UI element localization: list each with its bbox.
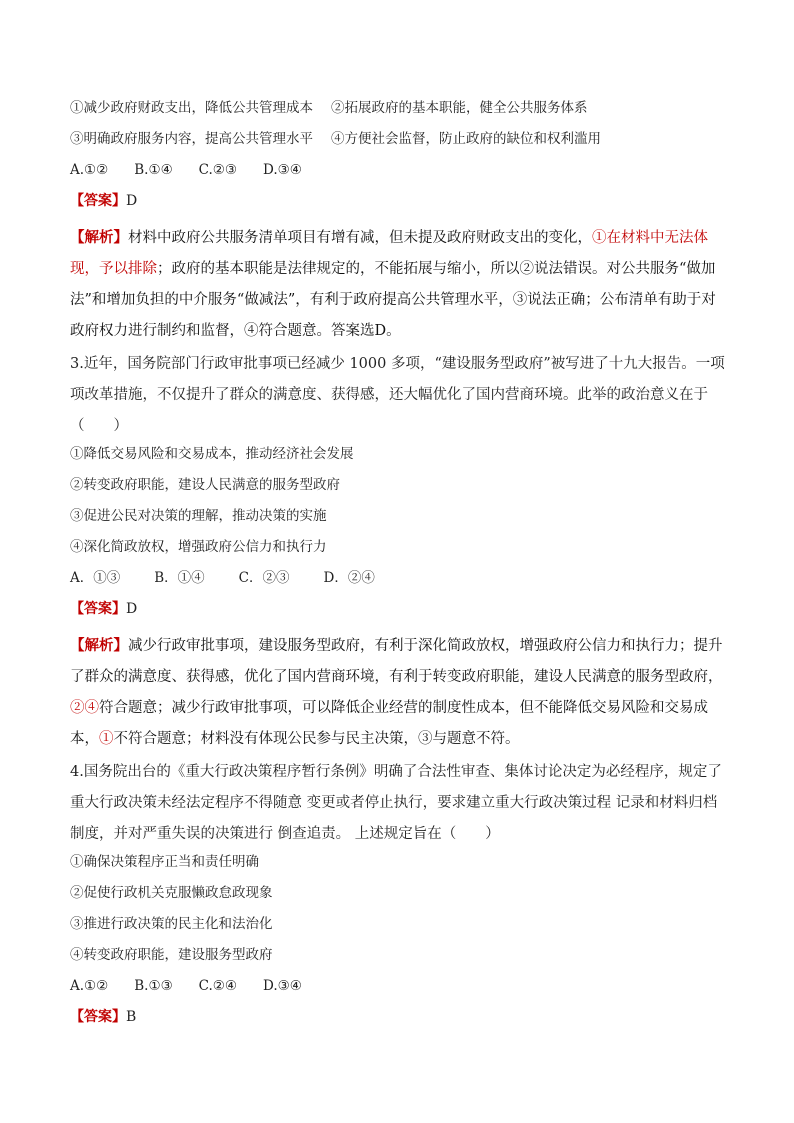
- q2-choice-c: C.②③: [198, 162, 238, 178]
- q3-analysis-tag: 【解析】: [70, 637, 128, 654]
- q3-option-1: ①降低交易风险和交易成本，推动经济社会发展: [70, 446, 354, 462]
- q2-analysis-text: [70, 230, 716, 339]
- q2-options-row-2: [70, 129, 730, 149]
- q4-choice-d: D.③④: [263, 978, 302, 994]
- analysis-segment: ①在材料中无法体现，予以排除: [70, 230, 708, 277]
- q4-choice-a: A.①②: [70, 978, 109, 994]
- q4-choices: [70, 976, 730, 996]
- analysis-segment: 符合题意；减少行政审批事项，可以降低企业经营的制度性成本，但不能降低交易风险和交易成本，: [70, 700, 708, 747]
- q2-option-3: ③明确政府服务内容，提高公共管理水平: [70, 131, 313, 147]
- q2-choice-d: D.③④: [263, 162, 302, 178]
- analysis-segment: 减少行政审批事项，建设服务型政府，有利于深化简政放权，增强政府公信力和执行力；提升了群众的满意度、获得感，优化了国内营商环境，有利于转变政府职能，建设人民满意的服务型政府，: [70, 638, 723, 685]
- q4-choice-b: B.①③: [134, 978, 173, 994]
- q3-choice-d: D．②④: [323, 570, 375, 586]
- q2-choices: [70, 160, 730, 180]
- q2-choice-a: A.①②: [70, 162, 109, 178]
- document-page: [70, 98, 730, 1038]
- q2-choice-b: B.①④: [134, 162, 173, 178]
- q4-option-1: ①确保决策程序正当和责任明确: [70, 854, 259, 870]
- q4-option-2: ②促使行政机关克服懒政怠政现象: [70, 885, 273, 901]
- q3-option-2: ②转变政府职能，建设人民满意的服务型政府: [70, 477, 340, 493]
- analysis-segment: 材料中政府公共服务清单项目有增有减，但未提及政府财政支出的变化，: [128, 230, 592, 246]
- q3-answer-value: D: [126, 601, 138, 617]
- analysis-segment: 不符合题意；材料没有体现公民参与民主决策，③与题意不符。: [113, 731, 520, 747]
- q3-answer-tag: 【答案】: [70, 601, 126, 617]
- q4-answer: [70, 1007, 730, 1027]
- q2-option-4: ④方便社会监督，防止政府的缺位和权利滥用: [331, 131, 601, 147]
- q4-option-3: ③推进行政决策的民主化和法治化: [70, 916, 273, 932]
- analysis-segment: ；政府的基本职能是法律规定的，不能拓展与缩小，所以②说法错误。对公共服务“做加法”和增加负担的中介服务“做减法”，有利于政府提高公共管理水平，③说法正确；公布清单有助于对政府权力进行制约和监督，④符合题意。答案选D。: [70, 261, 716, 339]
- q2-answer-tag: 【答案】: [70, 193, 126, 209]
- q4-answer-tag: 【答案】: [70, 1009, 126, 1025]
- q4-choice-c: C.②④: [198, 978, 238, 994]
- q4-option-4: ④转变政府职能，建设服务型政府: [70, 947, 273, 963]
- q3-choice-c: C．②③: [238, 570, 290, 586]
- q2-analysis: [70, 222, 730, 347]
- q4-answer-value: B: [126, 1009, 137, 1025]
- q4-stem: 4.国务院出台的《重大行政决策程序暂行条例》明确了合法性审查、集体讨论决定为必经程序，规定了重大行政决策未经法定程序不得随意 变更或者停止执行，要求建立重大行政决策过程 记录和材料归档制度，并对严重失误的决策进行 倒查追责。 上述规定旨在（ ）: [70, 764, 722, 842]
- q2-option-1: ①减少政府财政支出，降低公共管理成本: [70, 100, 313, 116]
- q3-choice-b: B．①④: [154, 570, 205, 586]
- q3-stem: 3.近年，国务院部门行政审批事项已经减少 1000 多项，“建设服务型政府”被写进了十九大报告。一项项改革措施，不仅提升了群众的满意度、获得感，还大幅优化了国内营商环境。此举的政治意义在于（ ）: [70, 356, 725, 434]
- q2-analysis-tag: 【解析】: [70, 229, 128, 246]
- analysis-segment: ①: [99, 731, 114, 747]
- q3-option-4: ④深化简政放权，增强政府公信力和执行力: [70, 539, 327, 555]
- q2-options-row-1: [70, 98, 730, 118]
- q3-answer: [70, 599, 730, 619]
- q3-analysis: [70, 630, 730, 755]
- analysis-segment: ②④: [70, 700, 99, 716]
- q3-choice-a: A．①③: [70, 570, 121, 586]
- q3-analysis-text: [70, 638, 723, 747]
- q2-answer-value: D: [126, 193, 138, 209]
- q2-answer: [70, 191, 730, 211]
- q3-choices: [70, 568, 730, 588]
- q2-option-2: ②拓展政府的基本职能，健全公共服务体系: [331, 100, 588, 116]
- q3-option-3: ③促进公民对决策的理解，推动决策的实施: [70, 508, 327, 524]
